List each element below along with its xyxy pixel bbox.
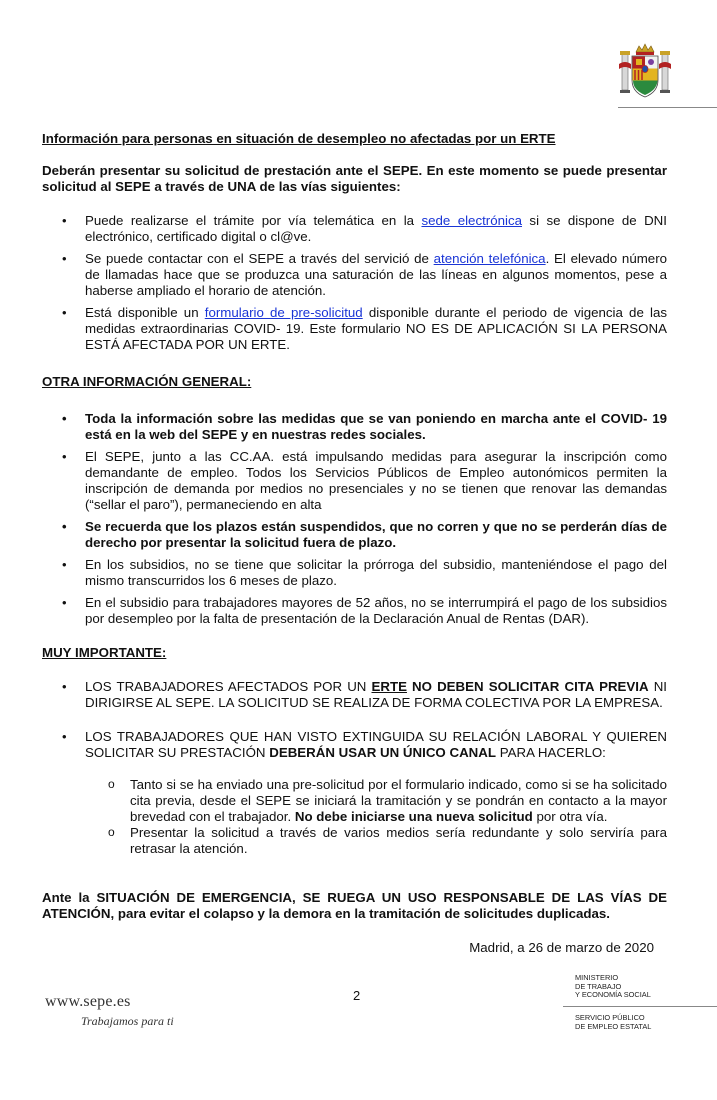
general-info-list bbox=[42, 411, 667, 627]
document-date: Madrid, a 26 de marzo de 2020 bbox=[469, 940, 654, 955]
list-item: • El SEPE, junto a las CC.AA. está impulsando medidas para asegurar la inscripción como demandante de empleo. Todos los Servicios Públicos de Empleo autonómicos permiten la inscripción de demanda por medios no presenciales y no se tienen que renovar las demandas (“sellar el paro”), permaneciendo en alta bbox=[42, 449, 667, 513]
formulario-pre-solicitud-link[interactable]: formulario de pre-solicitud bbox=[204, 305, 363, 320]
intro-paragraph: Deberán presentar su solicitud de prestación ante el SEPE. En este momento se puede presentar solicitud al SEPE a través de UNA de las vías siguientes: bbox=[42, 163, 667, 194]
list-item: • Se recuerda que los plazos están suspendidos, que no corren y que no se perderán días de derecho por presentar la solicitud fuera de plazo. bbox=[42, 519, 667, 551]
closing-paragraph: Ante la SITUACIÓN DE EMERGENCIA, SE RUEGA UN USO RESPONSABLE DE LAS VÍAS DE ATENCIÓN, para evitar el colapso y la demora en la tramitación de solicitudes duplicadas. bbox=[42, 890, 667, 921]
sub-list bbox=[42, 777, 667, 857]
list-item: • Toda la información sobre las medidas que se van poniendo en marcha ante el COVID- 19 está en la web del SEPE y en nuestras redes sociales. bbox=[42, 411, 667, 443]
important-list bbox=[42, 679, 667, 761]
list-item: • Está disponible un formulario de pre-solicitud disponible durante el periodo de vigencia de las medidas extraordinarias COVID- 19. Este formulario NO ES DE APLICACIÓN SI LA PERSONA ESTÁ AFECTADA POR UN ERTE. bbox=[42, 305, 667, 353]
list-item: • LOS TRABAJADORES QUE HAN VISTO EXTINGUIDA SU RELACIÓN LABORAL Y QUIEREN SOLICITAR SU PRESTACIÓN DEBERÁN USAR UN ÚNICO CANAL PARA HACERLO: bbox=[42, 729, 667, 761]
sub-list-item: o Presentar la solicitud a través de varios medios sería redundante y solo serviría para retrasar la atención. bbox=[42, 825, 667, 857]
service-label: SERVICIO PÚBLICO DE EMPLEO ESTATAL bbox=[575, 1013, 652, 1031]
sepe-url: www.sepe.es bbox=[45, 993, 131, 1010]
sede-electronica-link[interactable]: sede electrónica bbox=[421, 213, 523, 228]
sub-list-item: o Tanto si se ha enviado una pre-solicitud por el formulario indicado, como si se ha solicitado cita previa, desde el SEPE se iniciará la tramitación y se pondrán en contacto a la mayor brevedad con el trabajador. No debe iniciarse una nueva solicitud por otra vía. bbox=[42, 777, 667, 825]
list-item: • LOS TRABAJADORES AFECTADOS POR UN ERTE NO DEBEN SOLICITAR CITA PREVIA NI DIRIGIRSE AL SEPE. LA SOLICITUD SE REALIZA DE FORMA COLECTIVA POR LA EMPRESA. bbox=[42, 679, 667, 711]
sepe-tagline: Trabajamos para ti bbox=[81, 1014, 174, 1028]
list-item: • En los subsidios, no se tiene que solicitar la prórroga del subsidio, manteniéndose el pago del mismo transcurridos los 6 meses de plazo. bbox=[42, 557, 667, 589]
footer-rule bbox=[563, 1006, 717, 1007]
section-title-otra-informacion: OTRA INFORMACIÓN GENERAL: bbox=[42, 374, 252, 389]
list-item: • Puede realizarse el trámite por vía telemática en la sede electrónica si se dispone de DNI electrónico, certificado digital o cl@ve. bbox=[42, 213, 667, 245]
ministry-label: MINISTERIO DE TRABAJO Y ECONOMÍA SOCIAL bbox=[575, 973, 651, 1000]
section-title-muy-importante: MUY IMPORTANTE: bbox=[42, 645, 167, 660]
erte-term: ERTE bbox=[371, 679, 407, 694]
atencion-telefonica-link[interactable]: atención telefónica bbox=[433, 251, 546, 266]
header-rule bbox=[618, 107, 717, 108]
page-number: 2 bbox=[353, 988, 361, 1003]
coat-of-arms-icon bbox=[619, 42, 671, 100]
channels-list bbox=[42, 213, 667, 353]
sepe-logo bbox=[45, 993, 174, 1029]
list-item: • En el subsidio para trabajadores mayores de 52 años, no se interrumpirá el pago de los subsidios por desempleo por la falta de presentación de la Declaración Anual de Rentas (DAR). bbox=[42, 595, 667, 627]
section-title-desempleo: Información para personas en situación de desempleo no afectadas por un ERTE bbox=[42, 131, 556, 146]
list-item: • Se puede contactar con el SEPE a través del servició de atención telefónica. El elevado número de llamadas hace que se produzca una saturación de las líneas en algunos momentos, pese a haberse ampliado el horario de atención. bbox=[42, 251, 667, 299]
document-body bbox=[42, 131, 667, 956]
